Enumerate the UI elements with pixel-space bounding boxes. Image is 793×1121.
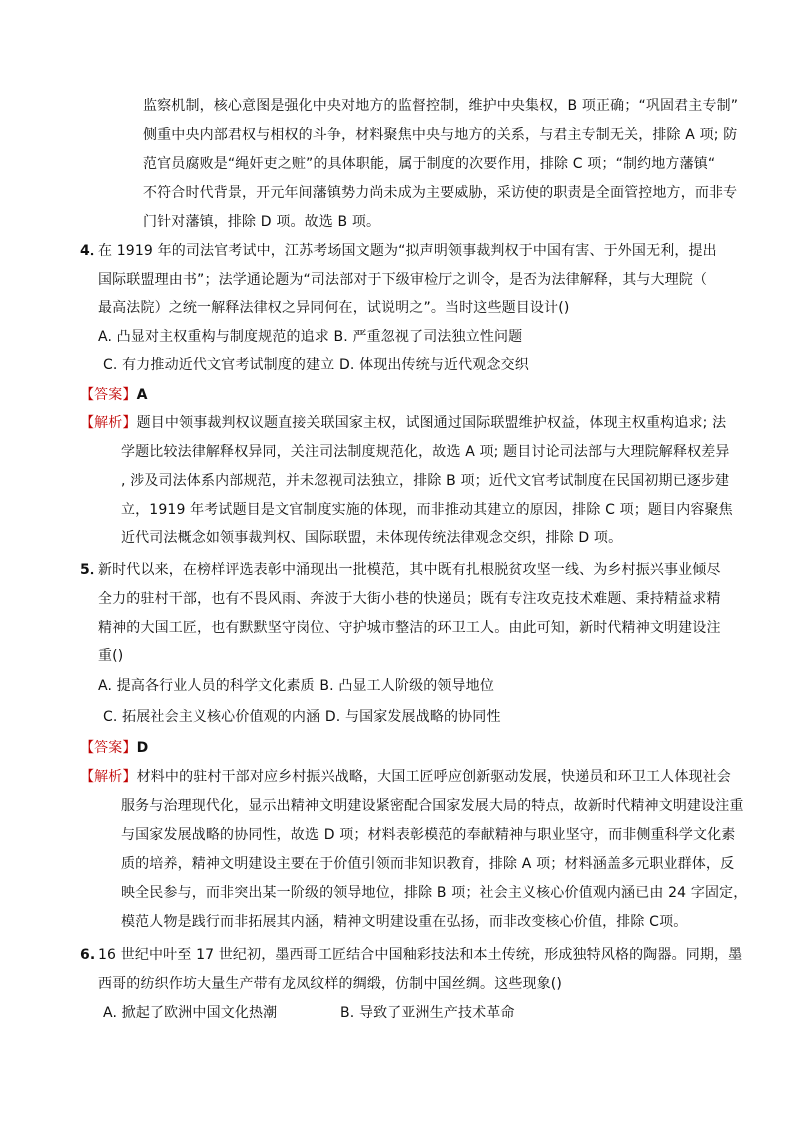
q5-stem-line-4: 重() <box>98 648 124 664</box>
q3-analysis-line-1: 监察机制，核心意图是强化中央对地方的监督控制，维护中央集权，B 项正确；“巩固君主专制” <box>143 98 739 114</box>
q5-stem-line-3: 精神的大国工匠，也有默默坚守岗位、守护城市整洁的环卫工人。由此可知，新时代精神文明建设注 <box>98 620 721 636</box>
answer-label: 答案 <box>94 740 123 756</box>
q4-options-row-1: A. 凸显对主权重构与制度规范的追求 B. 严重忽视了司法独立性问题 <box>98 329 523 345</box>
analysis-bracket-open: 【 <box>80 769 95 785</box>
answer-label: 答案 <box>94 387 123 403</box>
q4-options-row-2: C. 有力推动近代文官考试制度的建立 D. 体现出传统与近代观念交织 <box>103 357 529 373</box>
q5-stem-line-1: 新时代以来，在榜样评选表彰中涌现出一批模范，其中既有扎根脱贫攻坚一线、为乡村振兴事业倾尽 <box>98 562 721 578</box>
q5-analysis-line-4: 质的培养，精神文明建设主要在于价值引领而非知识教育，排除 A 项；材料涵盖多元职业群体，反 <box>121 856 735 872</box>
q5-number: 5． <box>80 562 105 578</box>
analysis-label: 解析 <box>94 415 123 431</box>
answer-value: D <box>136 740 149 756</box>
q4-stem-line-2: 国际联盟理由书”；法学通论题为“司法部对于下级审检厅之训令，是否为法律解释，其与大理院（ <box>98 272 708 288</box>
q5-analysis-line-5: 映全民参与，而非突出某一阶级的领导地位，排除 B 项；社会主义核心价值观内涵已由 24 字固定， <box>121 885 748 901</box>
analysis-text: 题目中领事裁判权议题直接关联国家主权，试图通过国际联盟维护权益，体现主权重构追求; 法 <box>136 415 727 431</box>
q4-stem-line-3: 最高法院）之统一解释法律权之异同何在，试说明之”。当时这些题目设计() <box>98 300 570 316</box>
q4-analysis-line-3: , 涉及司法体系内部规范，并未忽视司法独立，排除 B 项；近代文官考试制度在民国初期已逐步建 <box>121 473 730 489</box>
q6-option-b: B. 导致了亚洲生产技术革命 <box>340 1005 515 1021</box>
q4-analysis-line-4: 立，1919 年考试题目是文官制度实施的体现，而非推动其建立的原因，排除 C 项；题目内容聚焦 <box>121 502 733 518</box>
answer-bracket-open: 【 <box>80 387 95 403</box>
analysis-text: 材料中的驻村干部对应乡村振兴战略，大国工匠呼应创新驱动发展，快递员和环卫工人体现社会 <box>136 769 731 785</box>
q3-analysis-line-4: 不符合时代背景，开元年间藩镇势力尚未成为主要威胁，采访使的职责是全面管控地方，而非专 <box>143 185 738 201</box>
q4-answer <box>80 385 148 405</box>
q5-analysis-line-6: 模范人物是践行而非拓展其内涵，精神文明建设重在弘扬，而非改变核心价值，排除 C项。 <box>121 914 688 930</box>
q5-analysis-line-3: 与国家发展战略的协同性，故选 D 项；材料表彰模范的奉献精神与职业坚守，而非侧重科学文化素 <box>121 827 736 843</box>
q6-stem-line-2: 西哥的纺织作坊大量生产带有龙凤纹样的绸缎，仿制中国丝绸。这些现象() <box>98 976 563 992</box>
q4-analysis-line-2: 学题比较法律解释权异同，关注司法制度规范化，故选 A 项; 题目讨论司法部与大理院解释权差异 <box>121 444 730 460</box>
q4-analysis-line-5: 近代司法概念如领事裁判权、国际联盟，未体现传统法律观念交织，排除 D 项。 <box>121 530 623 546</box>
q6-option-a: A. 掀起了欧洲中国文化热潮 <box>103 1005 278 1021</box>
q4-analysis-line-1 <box>80 413 726 433</box>
q5-analysis-line-1 <box>80 767 731 787</box>
q5-analysis-line-2: 服务与治理现代化，显示出精神文明建设紧密配合国家发展大局的特点，故新时代精神文明建设注重 <box>121 798 744 814</box>
answer-bracket-close: 】 <box>122 387 137 403</box>
q5-options-row-1: A. 提高各行业人员的科学文化素质 B. 凸显工人阶级的领导地位 <box>98 678 494 694</box>
q4-stem-line-1: 在 1919 年的司法官考试中，江苏考场国文题为“拟声明领事裁判权于中国有害、于外国无利，提出 <box>98 243 717 259</box>
analysis-bracket-open: 【 <box>80 415 95 431</box>
q5-options-row-2: C. 拓展社会主义核心价值观的内涵 D. 与国家发展战略的协同性 <box>103 709 501 725</box>
q3-analysis-line-2: 侧重中央内部君权与相权的斗争，材料聚焦中央与地方的关系，与君主专制无关，排除 A 项; 防 <box>143 127 738 143</box>
q5-stem-line-2: 全力的驻村干部，也有不畏风雨、奔波于大街小巷的快递员；既有专注攻克技术难题、秉持精益求精 <box>98 591 721 607</box>
q6-stem-line-1: 16 世纪中叶至 17 世纪初，墨西哥工匠结合中国釉彩技法和本土传统，形成独特风格的陶器。同期，墨 <box>98 947 743 963</box>
analysis-bracket-close: 】 <box>122 415 137 431</box>
answer-bracket-close: 】 <box>122 740 137 756</box>
analysis-label: 解析 <box>94 769 123 785</box>
q4-number: 4． <box>80 243 105 259</box>
q5-answer <box>80 738 148 758</box>
answer-bracket-open: 【 <box>80 740 95 756</box>
answer-value: A <box>136 387 148 403</box>
q3-analysis-line-5: 门针对藩镇，排除 D 项。故选 B 项。 <box>143 214 381 230</box>
q6-number: 6. <box>80 947 96 963</box>
analysis-bracket-close: 】 <box>122 769 137 785</box>
q3-analysis-line-3: 范官员腐败是“绳奸吏之赃”的具体职能，属于制度的次要作用，排除 C 项；“制约地方藩镇“ <box>143 156 716 172</box>
